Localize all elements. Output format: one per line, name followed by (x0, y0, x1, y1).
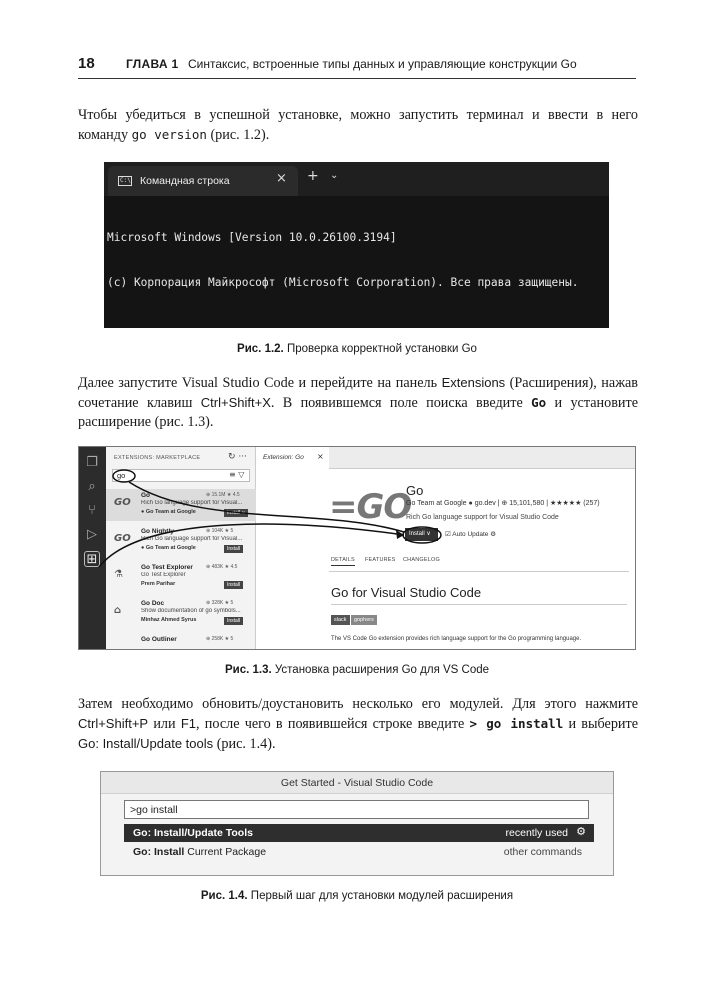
close-icon[interactable]: × (276, 171, 287, 186)
extension-publisher: ● Go Team at Google (141, 509, 196, 515)
install-button[interactable]: Install ∨ (405, 528, 438, 541)
install-button[interactable]: Install (224, 581, 243, 589)
terminal-tab-bar (104, 162, 609, 196)
text: (рис. 1.2). (206, 127, 270, 143)
extension-desc: Rich Go language support for Visual... (141, 500, 243, 506)
filter-icon[interactable]: ≡ ▽ (229, 470, 245, 479)
install-button[interactable]: Install (224, 617, 243, 625)
text: и выберите (563, 716, 639, 732)
sidebar-title: EXTENSIONS: MARKETPLACE (114, 455, 201, 461)
gophers-badge[interactable]: gophers (351, 615, 377, 625)
flask-icon: ⚗ (114, 569, 123, 580)
plus-icon[interactable]: + (307, 168, 319, 184)
text: (рис. 1.4). (213, 736, 276, 752)
figure-caption-1-2 (78, 343, 636, 355)
command-label (133, 846, 266, 858)
arrow-line (99, 524, 404, 567)
caption-text: Проверка корректной установки Go (283, 343, 477, 355)
go-logo-icon: GO (114, 497, 131, 508)
inline-code: go version (131, 127, 207, 142)
chapter-label: ГЛАВА 1 (126, 57, 179, 71)
run-debug-icon[interactable]: ▷ (87, 527, 97, 542)
text: . В появившемся поле поиска введите (270, 395, 532, 411)
readme-title: Go for Visual Studio Code (331, 585, 482, 600)
go-logo-icon: GO (114, 533, 131, 544)
chapter-title: Синтаксис, встроенные типы данных и управляющие конструкции Go (188, 57, 577, 71)
command-label-rest: Current Package (184, 846, 267, 858)
figure-caption-1-4 (78, 890, 636, 902)
refresh-more-icons[interactable]: ↻ ··· (228, 452, 247, 462)
vscode-command-palette-window (100, 771, 614, 876)
readme-body: The VS Code Go extension provides rich language support for the Go programming language. (331, 636, 582, 642)
install-button[interactable]: Install (224, 545, 243, 553)
caption-number: Рис. 1.4. (200, 890, 248, 902)
shortcut: F1 (180, 716, 196, 731)
search-highlight-circle (113, 470, 135, 482)
install-highlight-circle (403, 527, 441, 543)
text: , после чего в появившейся строке введите (196, 716, 470, 732)
extension-detail-publisher: Go Team at Google ● go.dev | ⊕ 15,101,580 | ★★★★★ (257) (406, 500, 600, 507)
tab-label: Extension: Go (263, 454, 304, 461)
command-group: other commands (503, 846, 582, 858)
command-label (133, 827, 253, 839)
command-input[interactable] (124, 800, 589, 819)
close-icon[interactable]: × (317, 452, 324, 461)
extension-detail-name: Go (406, 483, 424, 498)
extension-desc: Go Test Explorer (141, 572, 186, 578)
running-header (78, 55, 636, 79)
caption-number: Рис. 1.3. (224, 664, 272, 676)
extension-stats: ⊕ 328K ★ 5 (206, 600, 234, 606)
figure-caption-1-3 (78, 664, 636, 676)
page-number: 18 (78, 55, 95, 72)
doc-icon: ⌂ (114, 605, 122, 616)
text: Чтобы убедиться в успешной установке, можно запустить терминал и ввести в него команду (78, 107, 638, 143)
extension-name: Go Test Explorer (141, 564, 193, 571)
search-value: go (117, 471, 126, 480)
ui-term: Extensions (441, 375, 506, 390)
caption-number: Рис. 1.2. (237, 343, 284, 355)
inline-code: > go install (469, 716, 564, 731)
extension-publisher: ● Go Team at Google (141, 545, 196, 551)
extension-name: Go (141, 492, 151, 499)
command-label-bold: Go: Install (133, 846, 185, 858)
install-button[interactable]: Install ∨ (224, 509, 248, 517)
tab-details[interactable]: DETAILS (331, 557, 355, 566)
terminal-output[interactable] (107, 200, 578, 328)
extension-name: Go Outliner (141, 636, 177, 643)
search-icon[interactable]: ⌕ (88, 479, 96, 494)
extension-stats: ⊕ 104K ★ 5 (206, 528, 234, 534)
tab-changelog[interactable]: CHANGELOG (403, 557, 440, 563)
extensions-icon[interactable]: ⊞ (84, 551, 100, 567)
explorer-icon[interactable]: ❐ (86, 455, 98, 470)
extension-desc: Show documentation of go symbols... (141, 608, 241, 614)
ui-term: Go: Install/Update tools (78, 736, 214, 751)
auto-update-checkbox[interactable]: ☑ Auto Update ⚙ (445, 531, 497, 538)
extension-publisher: Minhaz Ahmed Syrus (141, 617, 197, 623)
tab-features[interactable]: FEATURES (365, 557, 396, 563)
inline-code: Go (531, 395, 547, 410)
caption-text: Первый шаг для установки модулей расширения (247, 890, 514, 902)
terminal-tab-label: Командная строка (140, 175, 230, 187)
gear-icon[interactable]: ⚙ (576, 825, 586, 838)
text: (Расширения), нажав сочетание клавиш (78, 375, 638, 411)
chevron-down-icon[interactable]: ⌄ (330, 170, 339, 181)
cmd-icon: C:\ (120, 177, 131, 184)
paragraph-2 (78, 373, 638, 432)
extension-stats: ⊕ 258K ★ 5 (206, 636, 234, 642)
text: Затем необходимо обновить/доустановить несколько его модулей. Для этого нажмите (78, 696, 638, 712)
extension-name: Go Doc (141, 600, 165, 607)
command-input-value: >go install (130, 804, 178, 816)
text: Далее запустите Visual Studio Code и перейдите на панель (78, 375, 442, 391)
slack-badge[interactable]: slack (331, 615, 350, 625)
paragraph-3 (78, 695, 638, 754)
extension-name: Go Nightly (141, 528, 174, 535)
command-item-install-update-tools[interactable] (124, 824, 594, 842)
terminal-line: Microsoft Windows [Version 10.0.26100.3194] (107, 231, 397, 244)
extension-publisher: Prem Parihar (141, 581, 176, 587)
extension-detail-desc: Rich Go language support for Visual Studio Code (406, 514, 559, 521)
terminal-line (107, 320, 578, 328)
terminal-line: (c) Корпорация Майкрософт (Microsoft Corporation). Все права защищены. (107, 276, 579, 289)
vscode-window (78, 446, 636, 650)
window-title: Get Started - Visual Studio Code (101, 772, 613, 794)
shortcut: Ctrl+Shift+P (78, 716, 149, 731)
command-item-install-current-package[interactable] (124, 843, 594, 861)
text: или (148, 716, 181, 732)
extension-desc: Rich Go language support for Visual... (141, 536, 243, 542)
terminal-tab[interactable] (108, 166, 298, 196)
shortcut: Ctrl+Shift+X (200, 395, 271, 410)
source-control-icon[interactable]: ⑂ (88, 503, 96, 518)
text: и установите расширение (рис. 1.3). (78, 395, 638, 430)
terminal-window (104, 162, 609, 328)
annotation-arrows (79, 447, 636, 650)
command-group: recently used (505, 827, 568, 839)
command-label-bold: Go: Install/Update Tools (133, 827, 253, 839)
go-logo-large-icon: =GO (329, 487, 412, 527)
caption-text: Установка расширения Go для VS Code (271, 664, 490, 676)
paragraph-1 (78, 106, 638, 145)
extension-stats: ⊕ 15.1M ★ 4.5 (206, 492, 240, 498)
extension-stats: ⊕ 483K ★ 4.5 (206, 564, 238, 570)
